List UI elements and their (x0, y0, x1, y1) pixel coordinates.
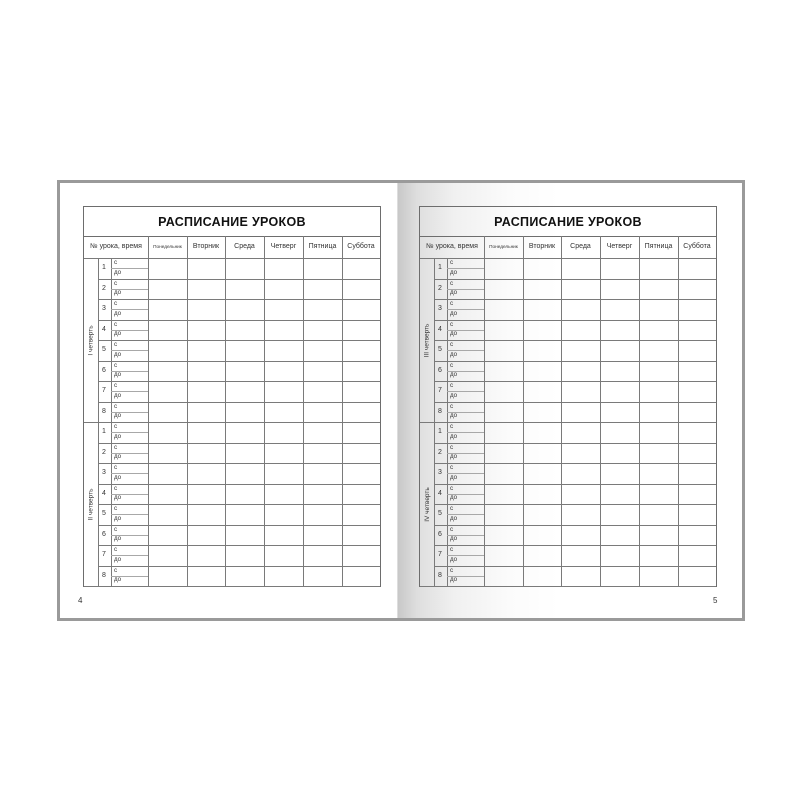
day-header: Вторник (528, 243, 556, 250)
time-from-label: с (450, 484, 454, 492)
time-from-label: с (114, 320, 118, 328)
time-from-label: с (450, 259, 454, 266)
lesson-number: 8 (438, 407, 442, 415)
lesson-number: 6 (102, 530, 106, 538)
row-divider (98, 279, 380, 280)
column-divider (225, 236, 226, 586)
column-divider (561, 236, 562, 586)
time-to-label: до (450, 289, 458, 296)
time-to-label: до (450, 535, 458, 542)
lesson-number: 1 (102, 428, 106, 435)
quarter-label (420, 258, 434, 422)
quarter-label-text: I четверть (87, 324, 95, 356)
page-title: РАСПИСАНИЕ УРОКОВ (84, 207, 380, 237)
time-to-label: до (114, 514, 122, 522)
quarter-label-text: II четверть (87, 487, 95, 521)
row-divider (98, 504, 380, 505)
lesson-number: 2 (102, 448, 106, 456)
day-header: Среда (234, 243, 255, 250)
time-from-label: с (114, 484, 118, 492)
row-divider (434, 566, 716, 567)
time-from-label: с (450, 382, 454, 389)
lesson-number: 3 (102, 469, 106, 476)
time-from-label: с (114, 464, 118, 471)
lesson-number: 5 (438, 346, 442, 353)
row-divider (420, 422, 716, 423)
time-to-label: до (450, 330, 458, 337)
time-to-label: до (114, 535, 122, 542)
lesson-number: 7 (102, 551, 106, 558)
time-divider (447, 412, 484, 413)
time-divider (111, 514, 148, 515)
column-divider (600, 236, 601, 586)
lesson-number: 3 (438, 305, 442, 312)
row-divider (98, 525, 380, 526)
row-divider (98, 320, 380, 321)
time-to-label: до (450, 576, 458, 583)
right-page (399, 183, 742, 618)
time-to-label: до (450, 555, 458, 563)
time-divider (111, 350, 148, 351)
day-header: Пятница (308, 243, 337, 250)
time-from-label: с (114, 505, 118, 512)
lesson-number: 4 (438, 325, 442, 333)
day-header: Суббота (683, 243, 711, 250)
lesson-number: 3 (102, 305, 106, 312)
row-divider (434, 340, 716, 341)
time-to-label: до (114, 473, 122, 481)
time-to-label: до (450, 453, 458, 460)
row-divider (434, 402, 716, 403)
row-divider (84, 586, 380, 587)
lesson-number: 8 (102, 407, 106, 415)
quarter-label (84, 258, 98, 422)
time-from-label: с (450, 525, 454, 533)
day-header: Понедельник (489, 244, 518, 249)
time-from-label: с (450, 341, 454, 348)
row-divider (420, 586, 716, 587)
lesson-number: 2 (438, 284, 442, 292)
time-to-label: до (114, 576, 122, 583)
time-to-label: до (450, 268, 458, 276)
time-divider (111, 473, 148, 474)
column-divider (342, 236, 343, 586)
row-divider (98, 443, 380, 444)
left-page (60, 183, 399, 618)
time-divider (111, 309, 148, 310)
time-to-label: до (450, 514, 458, 522)
time-divider (447, 576, 484, 577)
time-from-label: с (450, 505, 454, 512)
lesson-number: 6 (438, 366, 442, 374)
time-divider (111, 494, 148, 495)
lesson-number: 5 (102, 346, 106, 353)
lesson-number: 3 (438, 469, 442, 476)
time-to-label: до (450, 432, 458, 440)
row-divider (434, 361, 716, 362)
row-divider (434, 504, 716, 505)
column-divider (187, 236, 188, 586)
lesson-number: 4 (102, 325, 106, 333)
time-from-label: с (114, 259, 118, 266)
day-header: Четверг (270, 243, 297, 250)
time-divider (111, 371, 148, 372)
row-divider (98, 361, 380, 362)
lesson-number: 7 (438, 551, 442, 558)
time-divider (111, 289, 148, 290)
column-divider (523, 236, 524, 586)
column-divider (484, 236, 485, 586)
time-divider (111, 432, 148, 433)
row-divider (98, 340, 380, 341)
time-divider (447, 494, 484, 495)
column-divider (678, 236, 679, 586)
time-to-label: до (114, 432, 122, 440)
time-from-label: с (114, 566, 118, 574)
row-divider (434, 545, 716, 546)
row-divider (98, 566, 380, 567)
row-divider (434, 279, 716, 280)
row-divider (98, 299, 380, 300)
time-divider (447, 391, 484, 392)
header-divider (84, 258, 380, 259)
lesson-number: 8 (438, 571, 442, 579)
day-header: Среда (570, 243, 591, 250)
lesson-number: 4 (102, 489, 106, 497)
header-divider (420, 258, 716, 259)
row-divider (434, 320, 716, 321)
time-to-label: до (114, 555, 122, 563)
lesson-number: 1 (438, 428, 442, 435)
row-divider (98, 381, 380, 382)
quarter-label-text: IV четверть (423, 486, 431, 522)
day-header: Понедельник (153, 244, 182, 249)
column-divider (639, 236, 640, 586)
lesson-number: 7 (102, 387, 106, 394)
quarter-label (420, 422, 434, 586)
row-divider (98, 545, 380, 546)
row-divider (434, 463, 716, 464)
time-from-label: с (450, 320, 454, 328)
time-from-label: с (114, 546, 118, 553)
lesson-number: 2 (438, 448, 442, 456)
lesson-number: 5 (438, 510, 442, 517)
lesson-time-header: № урока, время (426, 243, 478, 250)
time-from-label: с (114, 279, 118, 287)
lesson-number: 4 (438, 489, 442, 497)
time-from-label: с (450, 402, 454, 410)
time-divider (447, 268, 484, 269)
time-to-label: до (114, 494, 122, 501)
time-divider (447, 289, 484, 290)
lesson-number: 5 (102, 510, 106, 517)
lesson-number: 6 (102, 366, 106, 374)
row-divider (98, 402, 380, 403)
time-from-label: с (114, 361, 118, 369)
lesson-number: 7 (438, 387, 442, 394)
time-divider (447, 453, 484, 454)
page-number: 4 (78, 596, 83, 605)
column-divider (264, 236, 265, 586)
lesson-number: 1 (438, 264, 442, 271)
time-divider (447, 535, 484, 536)
time-to-label: до (114, 289, 122, 296)
time-divider (111, 576, 148, 577)
page-title: РАСПИСАНИЕ УРОКОВ (420, 207, 716, 237)
schedule-table (419, 206, 717, 587)
page-number: 5 (713, 596, 718, 605)
time-divider (447, 330, 484, 331)
time-to-label: до (450, 391, 458, 399)
time-to-label: до (114, 453, 122, 460)
time-to-label: до (114, 412, 122, 419)
time-divider (111, 391, 148, 392)
time-divider (447, 473, 484, 474)
time-from-label: с (114, 423, 118, 430)
time-from-label: с (450, 300, 454, 307)
quarter-label-text: III четверть (423, 323, 431, 357)
time-to-label: до (450, 350, 458, 358)
notebook-spread (57, 180, 745, 621)
time-to-label: до (114, 330, 122, 337)
quarter-label (84, 422, 98, 586)
lesson-number: 8 (102, 571, 106, 579)
schedule-grid (420, 236, 716, 586)
time-divider (447, 371, 484, 372)
time-from-label: с (450, 361, 454, 369)
time-from-label: с (450, 423, 454, 430)
time-to-label: до (114, 309, 122, 317)
time-divider (111, 412, 148, 413)
time-divider (447, 514, 484, 515)
row-divider (434, 299, 716, 300)
row-divider (84, 422, 380, 423)
time-divider (111, 453, 148, 454)
time-to-label: до (114, 391, 122, 399)
row-divider (434, 381, 716, 382)
time-to-label: до (450, 412, 458, 419)
time-to-label: до (114, 350, 122, 358)
time-from-label: с (114, 443, 118, 451)
day-header: Суббота (347, 243, 375, 250)
day-header: Пятница (644, 243, 673, 250)
time-divider (111, 330, 148, 331)
time-from-label: с (114, 382, 118, 389)
day-header: Вторник (192, 243, 220, 250)
row-divider (434, 525, 716, 526)
time-to-label: до (450, 494, 458, 501)
time-divider (447, 555, 484, 556)
column-divider (148, 236, 149, 586)
time-from-label: с (450, 464, 454, 471)
time-from-label: с (114, 402, 118, 410)
time-divider (111, 535, 148, 536)
time-from-label: с (114, 341, 118, 348)
schedule-grid (84, 236, 380, 586)
row-divider (434, 484, 716, 485)
row-divider (434, 443, 716, 444)
time-divider (447, 309, 484, 310)
time-divider (111, 555, 148, 556)
time-from-label: с (114, 525, 118, 533)
column-divider (303, 236, 304, 586)
day-header: Четверг (606, 243, 633, 250)
lesson-number: 2 (102, 284, 106, 292)
time-from-label: с (450, 546, 454, 553)
time-divider (447, 350, 484, 351)
time-to-label: до (114, 371, 122, 378)
time-to-label: до (450, 309, 458, 317)
time-from-label: с (450, 279, 454, 287)
time-to-label: до (450, 371, 458, 378)
lesson-number: 6 (438, 530, 442, 538)
time-divider (111, 268, 148, 269)
time-from-label: с (450, 566, 454, 574)
time-to-label: до (114, 268, 122, 276)
time-divider (447, 432, 484, 433)
row-divider (98, 484, 380, 485)
time-to-label: до (450, 473, 458, 481)
time-from-label: с (114, 300, 118, 307)
lesson-number: 1 (102, 264, 106, 271)
schedule-table (83, 206, 381, 587)
lesson-time-header: № урока, время (90, 243, 142, 250)
time-from-label: с (450, 443, 454, 451)
row-divider (98, 463, 380, 464)
